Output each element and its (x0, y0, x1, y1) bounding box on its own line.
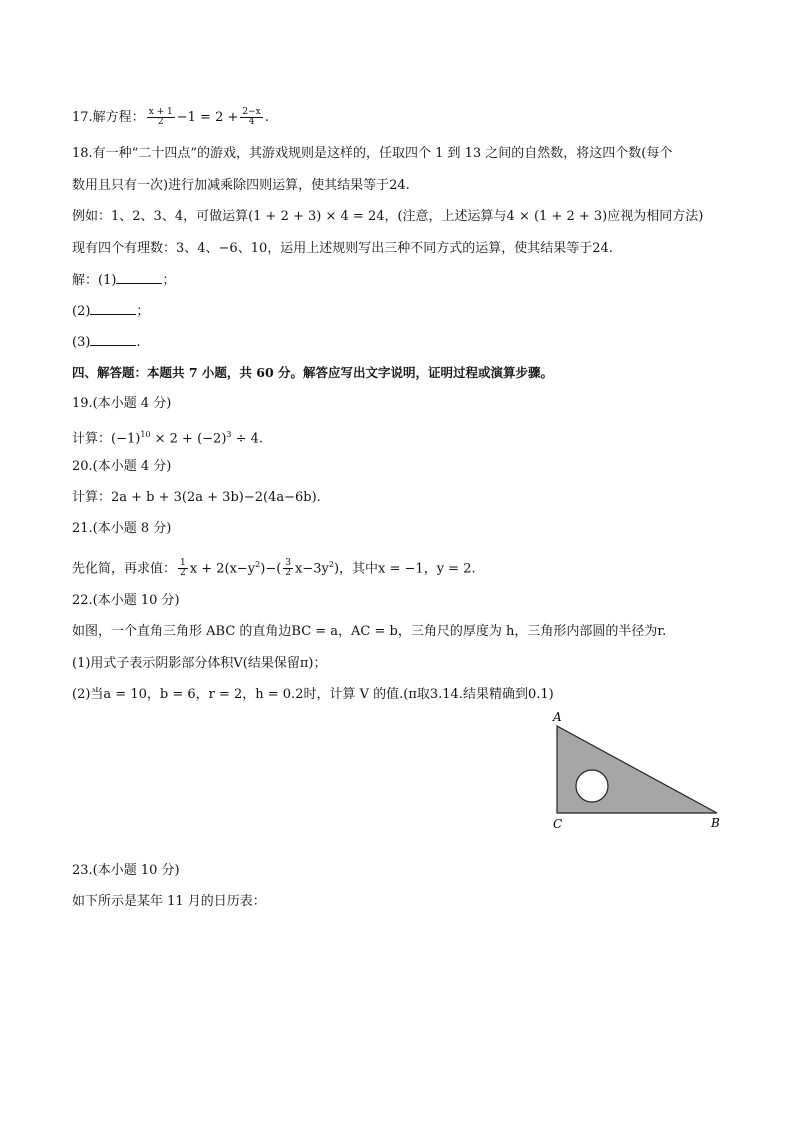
q21-fraction-2: $\frac{3}{2}$ (285, 558, 292, 579)
q18-line-3: 例如：1、2、3、4，可做运算(1 + 2 + 3) × 4 = 24，(注意，上述运算与4 × (1 + 2 + 3)应视为相同方法) (72, 209, 704, 224)
q18-line-2: 数用且只有一次)进行加减乘除四则运算，使其结果等于24. (72, 178, 410, 193)
vertex-label-b: B (711, 816, 720, 830)
inner-circle (576, 770, 608, 802)
q18-answer-1: 解：(1) ； (72, 273, 176, 288)
q22-line-2: (1)用式子表示阴影部分体积V(结果保留π)； (72, 656, 327, 671)
q17-suffix: . (264, 110, 269, 125)
q17-prefix: 17.解方程： (72, 110, 145, 125)
q21-fraction-1: $\frac{1}{2}$ (180, 558, 186, 579)
q21-header: 21.(本小题 8 分) (72, 521, 172, 536)
q18-answer-3: (3) . (72, 335, 141, 350)
shaded-triangle (557, 726, 717, 813)
q17-fraction-1: $\frac{x + 1}{2}$ (148, 107, 173, 127)
q17-equation (72, 108, 269, 127)
q23-line-1: 如下所示是某年 11 月的日历表： (72, 894, 266, 909)
answer-blank-1[interactable] (116, 271, 162, 284)
q22-line-3: (2)当a = 10，b = 6，r = 2，h = 0.2时，计算 V 的值.(π取3.14.结果精确到0.1) (72, 687, 554, 702)
answer-blank-2[interactable] (90, 302, 136, 315)
q17-fraction-2: $\frac{2-x}{4}$ (242, 107, 261, 127)
q20-header: 20.(本小题 4 分) (72, 459, 172, 474)
q23-header: 23.(本小题 10 分) (72, 863, 180, 878)
answer-blank-3[interactable] (90, 333, 136, 346)
q22-header: 22.(本小题 10 分) (72, 593, 180, 608)
q19-expression: 计算：$(-1)^{10} \times 2 + (-2)^3 \div 4$. (72, 430, 264, 447)
q17-middle: −1 = 2 + (176, 110, 239, 125)
vertex-label-a: A (553, 710, 562, 724)
q18-answer-2: (2) ； (72, 304, 150, 319)
q18-line-1: 18.有一种“二十四点”的游戏，其游戏规则是这样的，任取四个 1 到 13 之间的自然数，将这四个数(每个 (72, 146, 673, 161)
q22-line-1: 如图，一个直角三角形 ABC 的直角边BC = a，AC = b，三角尺的厚度为 h，三角形内部圆的半径为r. (72, 624, 667, 639)
q18-line-4: 现有四个有理数：3、4、−6、10，运用上述规则写出三种不同方式的运算，使其结果等于24. (72, 241, 613, 256)
q20-expression: 计算：2a + b + 3(2a + 3b)−2(4a−6b). (72, 490, 321, 505)
section-4-heading: 四、解答题：本题共 7 小题，共 60 分。解答应写出文字说明，证明过程或演算步骤。 (72, 365, 554, 380)
vertex-label-c: C (553, 817, 563, 831)
q19-header: 19.(本小题 4 分) (72, 396, 172, 411)
triangle-figure (545, 708, 730, 833)
q21-expression: 先化简，再求值： $\frac{1}{2}$ $x + 2(x-y^2)-$( $\frac{3}{2}$ $x-3y^2$)，其中x = −1，y = 2. (72, 558, 476, 579)
